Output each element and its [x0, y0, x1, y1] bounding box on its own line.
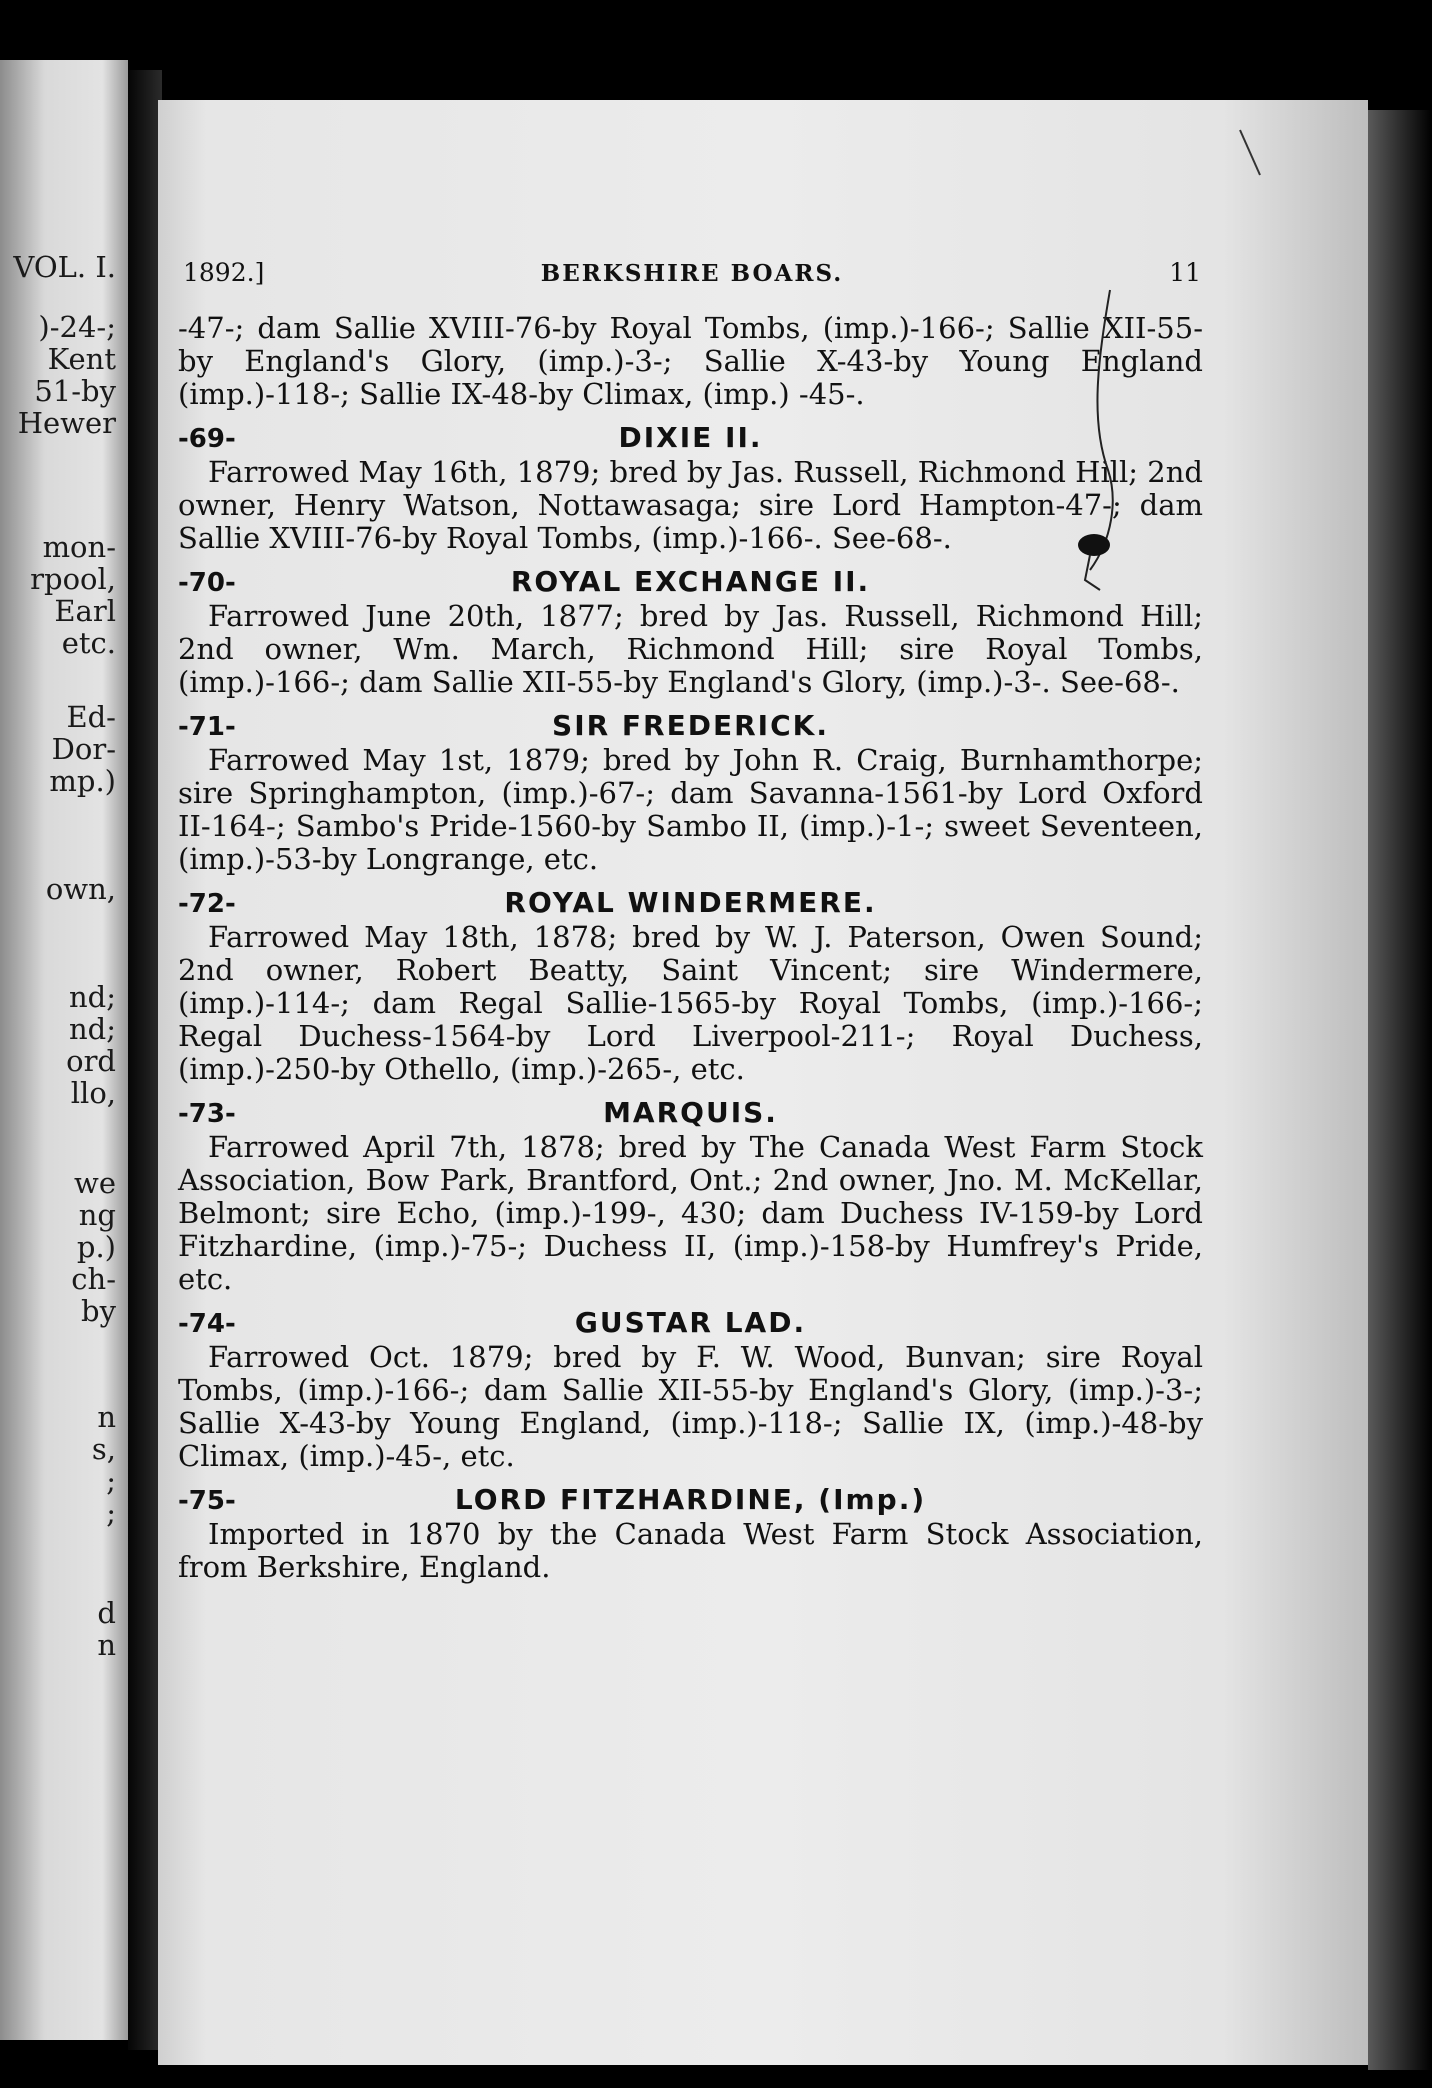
entry-text: Farrowed June 20th, 1877; bred by Jas. Russell, Richmond Hill; 2nd owner, Wm. March, Richmond Hill; sire Royal Tombs, (imp.)-166-; dam Sallie XII-55-by England's Glory, (imp.)-3-. See-68-.	[178, 599, 1203, 699]
entry-heading	[178, 880, 1203, 921]
entry-number: -71-	[178, 712, 236, 742]
entry-name: LORD FITZHARDINE, (Imp.)	[454, 1483, 927, 1516]
entry-number: -73-	[178, 1099, 236, 1129]
page-number: 11	[1169, 258, 1201, 287]
entry-70	[178, 559, 1203, 699]
left-page-fragment: llo,	[70, 1076, 116, 1110]
left-page-fragment: ch-	[71, 1262, 116, 1296]
entry-heading	[178, 1477, 1203, 1518]
page-content	[178, 312, 1203, 1584]
entry-number: -72-	[178, 889, 236, 919]
left-page-edge	[0, 60, 128, 2040]
entry-heading	[178, 703, 1203, 744]
left-page-fragment: by	[81, 1294, 116, 1328]
book-page	[158, 100, 1368, 2065]
entry-72	[178, 880, 1203, 1086]
left-page-fragment: Dor-	[51, 732, 116, 766]
entry-name: DIXIE II.	[618, 421, 763, 454]
entry-text: Farrowed May 18th, 1878; bred by W. J. Paterson, Owen Sound; 2nd owner, Robert Beatty, Saint Vincent; sire Windermere, (imp.)-114-; dam Regal Sallie-1565-by Royal Tombs, (imp.)-166-; Regal Duchess-1564-by Lord Liverpool-211-; Royal Duchess, (imp.)-250-by Othello, (imp.)-265-, etc.	[178, 920, 1203, 1086]
left-page-fragment: n	[97, 1400, 116, 1434]
entry-69	[178, 415, 1203, 555]
entry-name: ROYAL WINDERMERE.	[504, 886, 877, 919]
entry-name: GUSTAR LAD.	[574, 1306, 807, 1339]
left-page-fragment: 51-by	[34, 374, 116, 408]
left-page-fragment: we	[74, 1166, 116, 1200]
entry-number: -75-	[178, 1486, 236, 1516]
left-page-fragment: rpool,	[30, 562, 116, 596]
left-page-fragment: ord	[66, 1044, 116, 1078]
entry-heading	[178, 415, 1203, 456]
left-page-fragment: VOL. I.	[13, 250, 116, 284]
entry-number: -74-	[178, 1309, 236, 1339]
entry-74	[178, 1300, 1203, 1473]
left-page-fragment: mp.)	[49, 764, 116, 798]
entry-heading	[178, 559, 1203, 600]
left-page-fragment: Earl	[54, 594, 116, 628]
entry-75	[178, 1477, 1203, 1584]
page-edge-shadow	[1368, 110, 1432, 2070]
left-page-fragment: nd;	[68, 980, 116, 1014]
entry-number: -70-	[178, 568, 236, 598]
entry-text: Imported in 1870 by the Canada West Farm Stock Association, from Berkshire, England.	[178, 1517, 1203, 1584]
left-page-fragment: Kent	[47, 342, 116, 376]
continuation-paragraph: -47-; dam Sallie XVIII-76-by Royal Tombs, (imp.)-166-; Sallie XII-55-by England's Glory, (imp.)-3-; Sallie X-43-by Young England (imp.)-118-; Sallie IX-48-by Climax, (imp.) -45-.	[178, 311, 1203, 411]
left-page-fragment: ;	[106, 1496, 116, 1530]
left-page-fragment: own,	[45, 872, 116, 906]
left-page-fragment: Ed-	[66, 700, 116, 734]
entry-heading	[178, 1090, 1203, 1131]
entry-name: SIR FREDERICK.	[552, 709, 829, 742]
entry-number: -69-	[178, 424, 236, 454]
book-gutter	[128, 70, 162, 2050]
entry-heading	[178, 1300, 1203, 1341]
running-header	[183, 258, 1201, 298]
left-page-fragment: d	[97, 1596, 116, 1630]
left-page-fragment: s,	[91, 1432, 116, 1466]
left-page-fragment: mon-	[42, 530, 116, 564]
left-page-fragment: ng	[78, 1198, 116, 1232]
header-year: 1892.]	[183, 258, 265, 287]
left-page-fragment: Hewer	[17, 406, 116, 440]
entry-name: ROYAL EXCHANGE II.	[510, 565, 871, 598]
entry-text: Farrowed May 16th, 1879; bred by Jas. Russell, Richmond Hill; 2nd owner, Henry Watson, Nottawasaga; sire Lord Hampton-47-; dam Sallie XVIII-76-by Royal Tombs, (imp.)-166-. See-68-.	[178, 455, 1203, 555]
entry-name: MARQUIS.	[603, 1096, 778, 1129]
entry-text: Farrowed April 7th, 1878; bred by The Canada West Farm Stock Association, Bow Park, Brantford, Ont.; 2nd owner, Jno. M. McKellar, Belmont; sire Echo, (imp.)-199-, 430; dam Duchess IV-159-by Lord Fitzhardine, (imp.)-75-; Duchess II, (imp.)-158-by Humfrey's Pride, etc.	[178, 1130, 1203, 1296]
entry-73	[178, 1090, 1203, 1296]
left-page-fragment: p.)	[76, 1230, 116, 1264]
left-page-fragment: nd;	[68, 1012, 116, 1046]
left-page-fragment: etc.	[61, 626, 116, 660]
entry-text: Farrowed Oct. 1879; bred by F. W. Wood, Bunvan; sire Royal Tombs, (imp.)-166-; dam Sallie XII-55-by England's Glory, (imp.)-3-; Sallie X-43-by Young England, (imp.)-118-; Sallie IX, (imp.)-48-by Climax, (imp.)-45-, etc.	[178, 1340, 1203, 1473]
left-page-fragment: ;	[106, 1464, 116, 1498]
left-page-fragment: )-24-;	[38, 310, 116, 344]
entry-71	[178, 703, 1203, 876]
header-title: BERKSHIRE BOARS.	[540, 260, 844, 287]
entry-text: Farrowed May 1st, 1879; bred by John R. Craig, Burnhamthorpe; sire Springhampton, (imp.)-67-; dam Savanna-1561-by Lord Oxford II-164-; Sambo's Pride-1560-by Sambo II, (imp.)-1-; sweet Seventeen, (imp.)-53-by Longrange, etc.	[178, 743, 1203, 876]
left-page-fragment: n	[97, 1628, 116, 1662]
